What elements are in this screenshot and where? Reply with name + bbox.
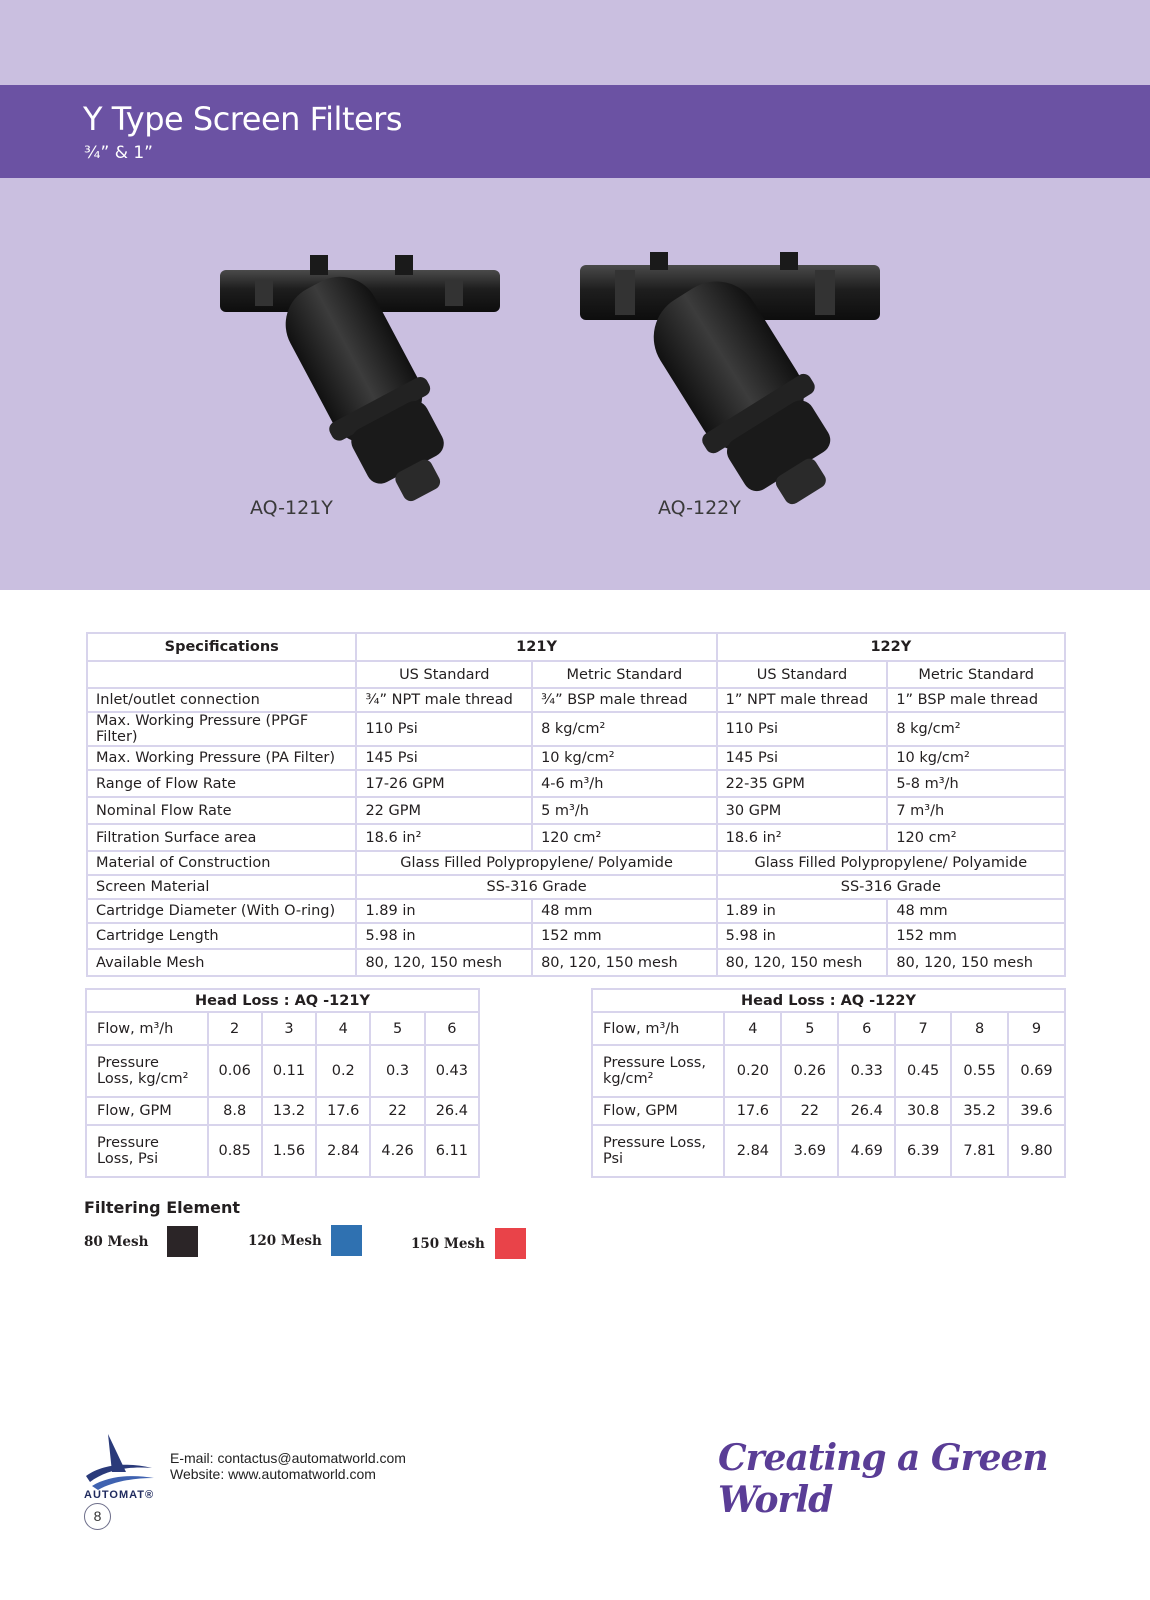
table-cell: 2.84 xyxy=(316,1125,370,1177)
spec-cell: 10 kg/cm² xyxy=(532,746,717,770)
spec-cell: 22-35 GPM xyxy=(717,770,888,797)
table-row xyxy=(592,1097,1065,1125)
filtering-element-title: Filtering Element xyxy=(84,1198,241,1217)
table-cell: 0.85 xyxy=(208,1125,262,1177)
spec-row xyxy=(87,949,1065,976)
spec-row xyxy=(87,712,1065,746)
spec-cell: 8 kg/cm² xyxy=(887,712,1065,746)
spec-cell: 10 kg/cm² xyxy=(887,746,1065,770)
spec-cell: 48 mm xyxy=(887,899,1065,923)
table-cell: 4.26 xyxy=(370,1125,424,1177)
table-cell: 3.69 xyxy=(781,1125,838,1177)
head-loss-title: Head Loss : AQ -122Y xyxy=(592,989,1065,1012)
spec-standard-header: Metric Standard xyxy=(532,661,717,688)
spec-cell: 152 mm xyxy=(532,923,717,949)
spec-row xyxy=(87,797,1065,824)
spec-cell: 1” NPT male thread xyxy=(717,688,888,712)
table-row xyxy=(86,1012,479,1045)
table-cell: 0.43 xyxy=(425,1045,479,1097)
table-cell: 6 xyxy=(838,1012,895,1045)
spec-corner-header: Specifications xyxy=(87,633,356,661)
spec-cell: 110 Psi xyxy=(356,712,532,746)
spec-cell: 8 kg/cm² xyxy=(532,712,717,746)
page-title: Y Type Screen Filters xyxy=(83,100,402,138)
spec-cell: 17-26 GPM xyxy=(356,770,532,797)
table-cell: 26.4 xyxy=(838,1097,895,1125)
spec-row xyxy=(87,875,1065,899)
spec-cell: 18.6 in² xyxy=(356,824,532,851)
row-label: Flow, GPM xyxy=(592,1097,724,1125)
spec-row xyxy=(87,851,1065,875)
table-cell: 4 xyxy=(724,1012,781,1045)
spec-row-label: Max. Working Pressure (PPGF Filter) xyxy=(87,712,356,746)
spec-row xyxy=(87,746,1065,770)
head-loss-table-122y xyxy=(591,988,1066,1178)
row-label: Pressure Loss, Psi xyxy=(86,1125,208,1177)
table-cell: 17.6 xyxy=(724,1097,781,1125)
row-label: Pressure Loss, Psi xyxy=(592,1125,724,1177)
spec-merged-cell: Glass Filled Polypropylene/ Polyamide xyxy=(717,851,1065,875)
row-label: Flow, m³/h xyxy=(592,1012,724,1045)
spec-standard-header: Metric Standard xyxy=(887,661,1065,688)
spec-cell: 5.98 in xyxy=(717,923,888,949)
filter-aq-122y-image xyxy=(575,250,930,540)
spec-row xyxy=(87,688,1065,712)
spec-empty-cell xyxy=(87,661,356,688)
table-cell: 4.69 xyxy=(838,1125,895,1177)
model-label-aq-122y: AQ-122Y xyxy=(658,497,741,519)
spec-row xyxy=(87,770,1065,797)
specifications-table xyxy=(86,632,1066,977)
table-cell: 0.26 xyxy=(781,1045,838,1097)
spec-cell: 30 GPM xyxy=(717,797,888,824)
table-cell: 0.45 xyxy=(895,1045,951,1097)
row-label: Pressure Loss, kg/cm² xyxy=(592,1045,724,1097)
spec-cell: 7 m³/h xyxy=(887,797,1065,824)
spec-cell: 22 GPM xyxy=(356,797,532,824)
spec-row-label: Screen Material xyxy=(87,875,356,899)
spec-row-label: Nominal Flow Rate xyxy=(87,797,356,824)
row-label: Pressure Loss, kg/cm² xyxy=(86,1045,208,1097)
contact-website[interactable]: Website: www.automatworld.com xyxy=(170,1466,376,1482)
spec-cell: 48 mm xyxy=(532,899,717,923)
table-cell: 6.11 xyxy=(425,1125,479,1177)
table-cell: 6 xyxy=(425,1012,479,1045)
table-row xyxy=(86,1045,479,1097)
page-number: 8 xyxy=(84,1503,111,1530)
table-cell: 5 xyxy=(781,1012,838,1045)
spec-cell: 18.6 in² xyxy=(717,824,888,851)
spec-cell: 80, 120, 150 mesh xyxy=(356,949,532,976)
spec-cell: 145 Psi xyxy=(356,746,532,770)
spec-cell: ¾” BSP male thread xyxy=(532,688,717,712)
table-cell: 1.56 xyxy=(262,1125,316,1177)
table-cell: 17.6 xyxy=(316,1097,370,1125)
head-loss-table-121y xyxy=(85,988,480,1178)
table-row xyxy=(592,1125,1065,1177)
mesh-150-label: 150 Mesh xyxy=(411,1236,485,1252)
spec-merged-cell: Glass Filled Polypropylene/ Polyamide xyxy=(356,851,716,875)
table-cell: 2 xyxy=(208,1012,262,1045)
spec-cell: 110 Psi xyxy=(717,712,888,746)
spec-merged-cell: SS-316 Grade xyxy=(356,875,716,899)
table-cell: 0.06 xyxy=(208,1045,262,1097)
brand-name: AUTOMAT® xyxy=(84,1489,155,1501)
table-cell: 7.81 xyxy=(951,1125,1008,1177)
table-row xyxy=(86,1125,479,1177)
table-cell: 39.6 xyxy=(1008,1097,1065,1125)
table-cell: 3 xyxy=(262,1012,316,1045)
row-label: Flow, GPM xyxy=(86,1097,208,1125)
table-cell: 0.3 xyxy=(370,1045,424,1097)
table-cell: 30.8 xyxy=(895,1097,951,1125)
table-cell: 8 xyxy=(951,1012,1008,1045)
table-cell: 6.39 xyxy=(895,1125,951,1177)
spec-row-label: Range of Flow Rate xyxy=(87,770,356,797)
table-cell: 22 xyxy=(781,1097,838,1125)
spec-row-label: Material of Construction xyxy=(87,851,356,875)
automat-logo-icon xyxy=(82,1432,157,1490)
spec-row-label: Cartridge Length xyxy=(87,923,356,949)
spec-row xyxy=(87,899,1065,923)
table-cell: 35.2 xyxy=(951,1097,1008,1125)
spec-group-121y: 121Y xyxy=(356,633,716,661)
page-subtitle: ¾” & 1” xyxy=(84,143,153,163)
table-row xyxy=(592,1045,1065,1097)
table-cell: 7 xyxy=(895,1012,951,1045)
table-cell: 22 xyxy=(370,1097,424,1125)
spec-standard-header: US Standard xyxy=(717,661,888,688)
spec-cell: 120 cm² xyxy=(887,824,1065,851)
spec-cell: 120 cm² xyxy=(532,824,717,851)
table-cell: 8.8 xyxy=(208,1097,262,1125)
spec-cell: 152 mm xyxy=(887,923,1065,949)
spec-row-label: Cartridge Diameter (With O-ring) xyxy=(87,899,356,923)
table-cell: 0.33 xyxy=(838,1045,895,1097)
spec-cell: 80, 120, 150 mesh xyxy=(532,949,717,976)
spec-cell: 145 Psi xyxy=(717,746,888,770)
spec-cell: 4-6 m³/h xyxy=(532,770,717,797)
table-cell: 13.2 xyxy=(262,1097,316,1125)
spec-cell: 80, 120, 150 mesh xyxy=(887,949,1065,976)
mesh-150-swatch xyxy=(495,1228,526,1259)
spec-group-122y: 122Y xyxy=(717,633,1065,661)
table-cell: 2.84 xyxy=(724,1125,781,1177)
mesh-80-label: 80 Mesh xyxy=(84,1234,149,1250)
table-cell: 4 xyxy=(316,1012,370,1045)
table-row xyxy=(86,1097,479,1125)
spec-row-label: Available Mesh xyxy=(87,949,356,976)
spec-cell: 5.98 in xyxy=(356,923,532,949)
mesh-80-swatch xyxy=(167,1226,198,1257)
model-label-aq-121y: AQ-121Y xyxy=(250,497,333,519)
mesh-120-swatch xyxy=(331,1225,362,1256)
table-cell: 5 xyxy=(370,1012,424,1045)
table-cell: 0.11 xyxy=(262,1045,316,1097)
mesh-120-label: 120 Mesh xyxy=(248,1233,322,1249)
spec-cell: 1” BSP male thread xyxy=(887,688,1065,712)
spec-cell: 1.89 in xyxy=(717,899,888,923)
table-cell: 0.55 xyxy=(951,1045,1008,1097)
table-cell: 26.4 xyxy=(425,1097,479,1125)
spec-cell: 80, 120, 150 mesh xyxy=(717,949,888,976)
contact-email[interactable]: E-mail: contactus@automatworld.com xyxy=(170,1450,406,1466)
table-row xyxy=(592,1012,1065,1045)
spec-cell: ¾” NPT male thread xyxy=(356,688,532,712)
table-cell: 9.80 xyxy=(1008,1125,1065,1177)
row-label: Flow, m³/h xyxy=(86,1012,208,1045)
spec-row-label: Filtration Surface area xyxy=(87,824,356,851)
table-cell: 0.20 xyxy=(724,1045,781,1097)
spec-standard-header: US Standard xyxy=(356,661,532,688)
spec-row xyxy=(87,923,1065,949)
tagline: Creating a Green World xyxy=(718,1437,1048,1521)
spec-cell: 1.89 in xyxy=(356,899,532,923)
table-cell: 0.2 xyxy=(316,1045,370,1097)
spec-row xyxy=(87,824,1065,851)
spec-merged-cell: SS-316 Grade xyxy=(717,875,1065,899)
table-cell: 9 xyxy=(1008,1012,1065,1045)
spec-cell: 5-8 m³/h xyxy=(887,770,1065,797)
spec-row-label: Inlet/outlet connection xyxy=(87,688,356,712)
head-loss-title: Head Loss : AQ -121Y xyxy=(86,989,479,1012)
spec-cell: 5 m³/h xyxy=(532,797,717,824)
table-cell: 0.69 xyxy=(1008,1045,1065,1097)
spec-row-label: Max. Working Pressure (PA Filter) xyxy=(87,746,356,770)
